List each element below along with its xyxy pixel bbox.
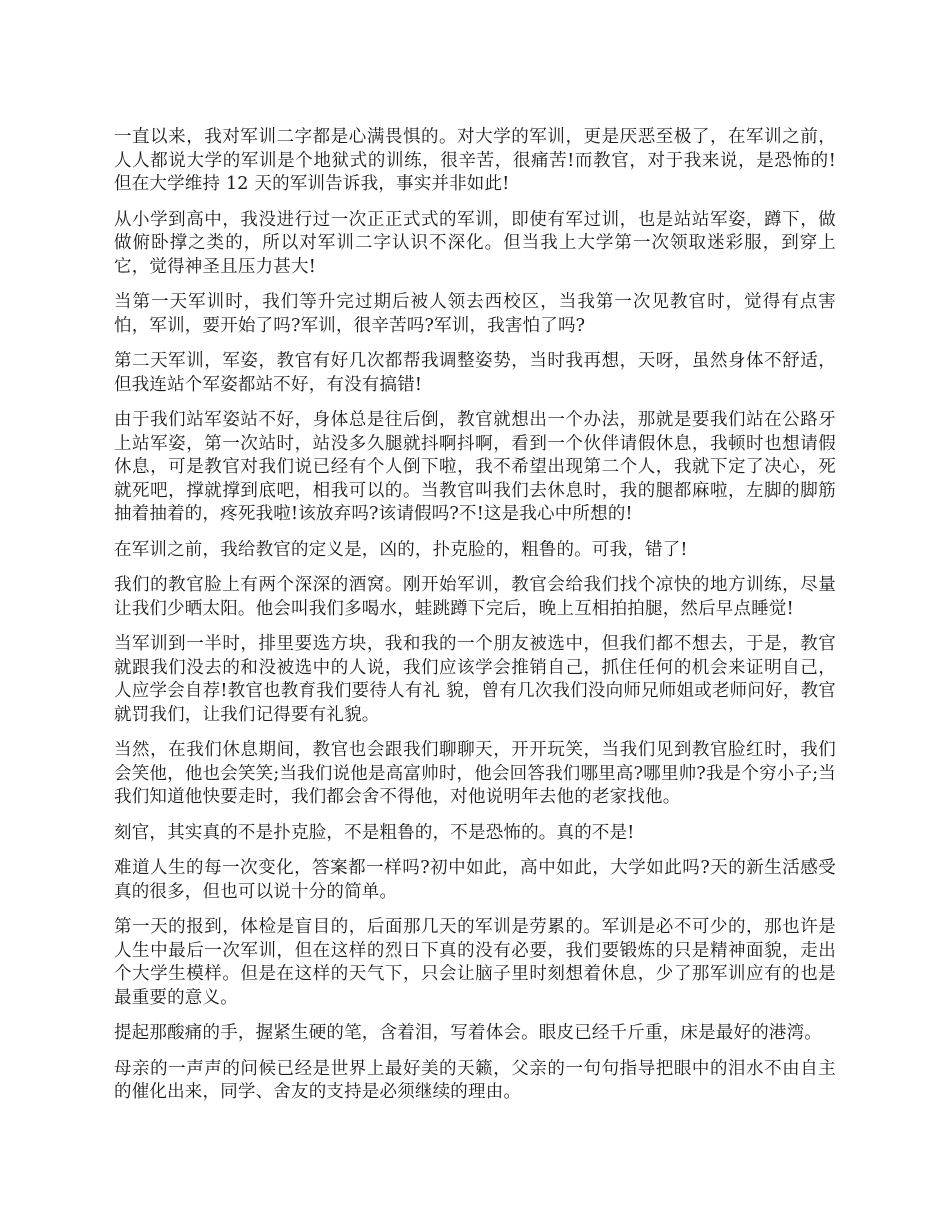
paragraph: 由于我们站军姿站不好，身体总是往后倒，教官就想出一个办法，那就是要我们站在公路牙上站军姿，第一次站时，站没多久腿就抖啊抖啊，看到一个伙伴请假休息，我顿时也想请假休息，可是教官对我们说已经有个人倒下啦，我不希望出现第二个人，我就下定了决心，死就死吧，撑就撑到底吧，相我可以的。当教官叫我们去休息时，我的腿都麻啦，左脚的脚筋抽着抽着的，疼死我啦!该放弃吗?该请假吗?不!这是我心中所想的! bbox=[114, 410, 836, 524]
paragraph: 一直以来，我对军训二字都是心满畏惧的。对大学的军训，更是厌恶至极了，在军训之前，人人都说大学的军训是个地狱式的训练，很辛苦，很痛苦!而教官，对于我来说，是恐怖的!但在大学维持 12 天的军训告诉我，事实并非如此! bbox=[114, 127, 836, 194]
paragraph: 从小学到高中，我没进行过一次正正式式的军训，即使有军过训，也是站站军姿，蹲下，做做俯卧撑之类的，所以对军训二字认识不深化。但当我上大学第一次领取迷彩服，到穿上它，觉得神圣且压力甚大! bbox=[114, 209, 836, 277]
paragraph: 第二天军训，军姿，教官有好几次都帮我调整姿势，当时我再想，天呀，虽然身体不舒适，但我连站个军姿都站不好，有没有搞错! bbox=[114, 351, 836, 395]
paragraph: 当第一天军训时，我们等升完过期后被人领去西校区，当我第一次见教官时，觉得有点害怕，军训，要开始了吗?军训，很辛苦吗?军训，我害怕了吗? bbox=[114, 292, 836, 336]
paragraph: 当然，在我们休息期间，教官也会跟我们聊聊天，开开玩笑，当我们见到教官脸红时，我们会笑他，他也会笑笑;当我们说他是高富帅时，他会回答我们哪里高?哪里帅?我是个穷小子;当我们知道他快要走时，我们都会舍不得他，对他说明年去他的老家找他。 bbox=[114, 740, 836, 807]
paragraph: 提起那酸痛的手，握紧生硬的笔，含着泪，写着体会。眼皮已经千斤重，床是最好的港湾。 bbox=[114, 1023, 822, 1043]
paragraph: 母亲的一声声的问候已经是世界上最好美的天籁，父亲的一句句指导把眼中的泪水不由自主的催化出来，同学、舍友的支持是必须继续的理由。 bbox=[114, 1058, 836, 1102]
paragraph: 第一天的报到，体检是盲目的，后面那几天的军训是劳累的。军训是必不可少的，那也许是人生中最后一次军训，但在这样的烈日下真的没有必要，我们要锻炼的只是精神面貌，走出个大学生模样。但是在这样的天气下，只会让脑子里时刻想着休息，少了那军训应有的也是最重要的意义。 bbox=[114, 917, 836, 1008]
paragraph: 在军训之前，我给教官的定义是，凶的，扑克脸的，粗鲁的。可我，错了! bbox=[114, 539, 688, 560]
paragraph: 当军训到一半时，排里要选方块，我和我的一个朋友被选中，但我们都不想去，于是，教官就跟我们没去的和没被选中的人说，我们应该学会推销自己，抓住任何的机会来证明自己，人应学会自荐!教官也教育我们要待人有礼 貌，曾有几次我们没向师兄师姐或老师问好，教官就罚我们，让我们记得要有礼貌。 bbox=[114, 634, 836, 725]
paragraph: 难道人生的每一次变化，答案都一样吗?初中如此，高中如此，大学如此吗?天的新生活感受真的很多，但也可以说十分的简单。 bbox=[114, 858, 836, 902]
paragraph: 刻官，其实真的不是扑克脸，不是粗鲁的，不是恐怖的。真的不是! bbox=[114, 822, 635, 843]
paragraph: 我们的教官脸上有两个深深的酒窝。刚开始军训，教官会给我们找个凉快的地方训练，尽量让我们少晒太阳。他会叫我们多喝水，蛙跳蹲下完后，晚上互相拍拍腿，然后早点睡觉! bbox=[114, 575, 836, 619]
document-body bbox=[114, 126, 836, 1117]
